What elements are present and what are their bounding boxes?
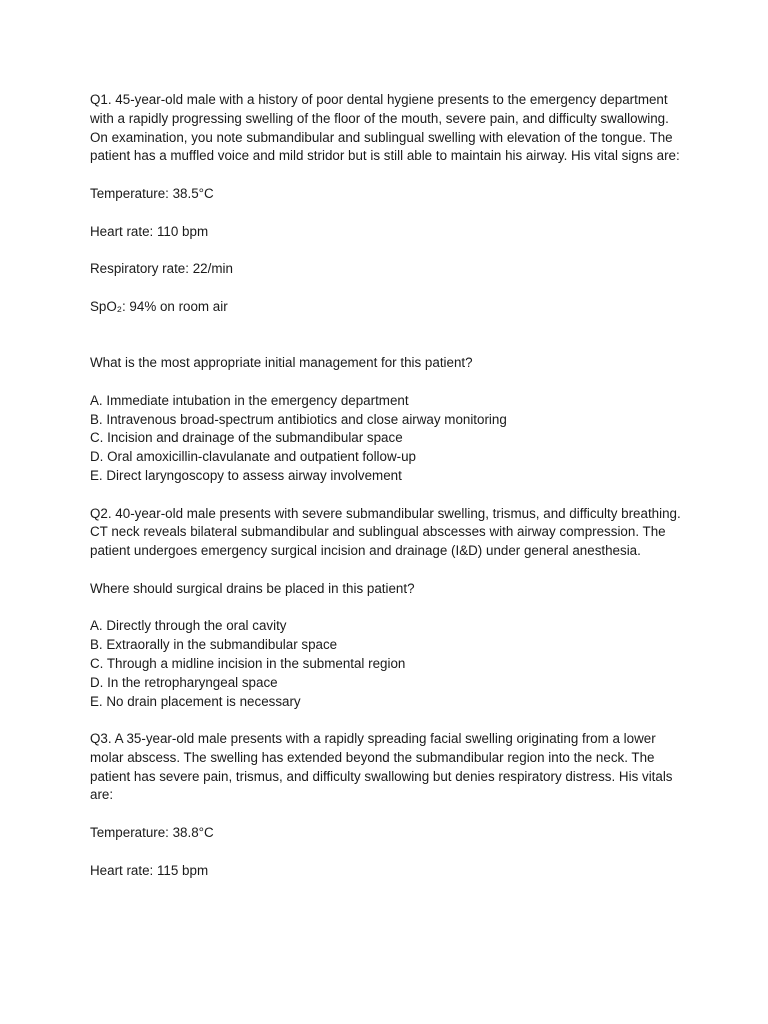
vital-signs [90,185,688,317]
vital-sign: Heart rate: 110 bpm [90,223,209,239]
vital-signs [90,824,688,880]
question-stem: Q1. 45-year-old male with a history of poor dental hygiene presents to the emergency department with a rapidly progressing swelling of the floor of the mouth, severe pain, and difficulty swallowing. On examination, you note submandibular and sublingual swelling with elevation of the tongue. The patient has a muffled voice and mild stridor but is still able to maintain his airway. His vital signs are: [90,92,680,164]
answer-option: B. Extraorally in the submandibular space [90,637,338,653]
answer-option: B. Intravenous broad-spectrum antibiotics and close airway monitoring [90,411,507,427]
question-2 [90,505,688,712]
vital-sign: SpO₂: 94% on room air [90,298,228,314]
question-1 [90,91,688,486]
answer-option: A. Immediate intubation in the emergency department [90,392,409,408]
question-stem: Q3. A 35-year-old male presents with a rapidly spreading facial swelling originating from a lower molar abscess. The swelling has extended beyond the submandibular region into the neck. The patient has severe pain, trismus, and difficulty swallowing but denies respiratory distress. His vitals are: [90,731,673,803]
answer-option: A. Directly through the oral cavity [90,618,287,634]
answer-option: E. No drain placement is necessary [90,693,301,709]
answer-option: E. Direct laryngoscopy to assess airway involvement [90,467,402,483]
vital-sign: Temperature: 38.5°C [90,185,214,201]
answer-option: C. Through a midline incision in the submental region [90,655,406,671]
answer-option: D. In the retropharyngeal space [90,674,278,690]
question-prompt: What is the most appropriate initial management for this patient? [90,355,473,371]
vital-sign: Temperature: 38.8°C [90,825,214,841]
vital-sign: Heart rate: 115 bpm [90,862,209,878]
question-stem: Q2. 40-year-old male presents with severe submandibular swelling, trismus, and difficulty breathing. CT neck reveals bilateral submandibular and sublingual abscesses with airway compression. The patient undergoes emergency surgical incision and drainage (I&D) under general anesthesia. [90,505,681,559]
answer-option: D. Oral amoxicillin-clavulanate and outpatient follow-up [90,449,417,465]
answer-options [90,392,688,486]
question-3 [90,730,688,880]
vital-sign: Respiratory rate: 22/min [90,261,233,277]
answer-option: C. Incision and drainage of the submandibular space [90,430,403,446]
question-prompt: Where should surgical drains be placed in this patient? [90,580,415,596]
answer-options [90,617,688,711]
